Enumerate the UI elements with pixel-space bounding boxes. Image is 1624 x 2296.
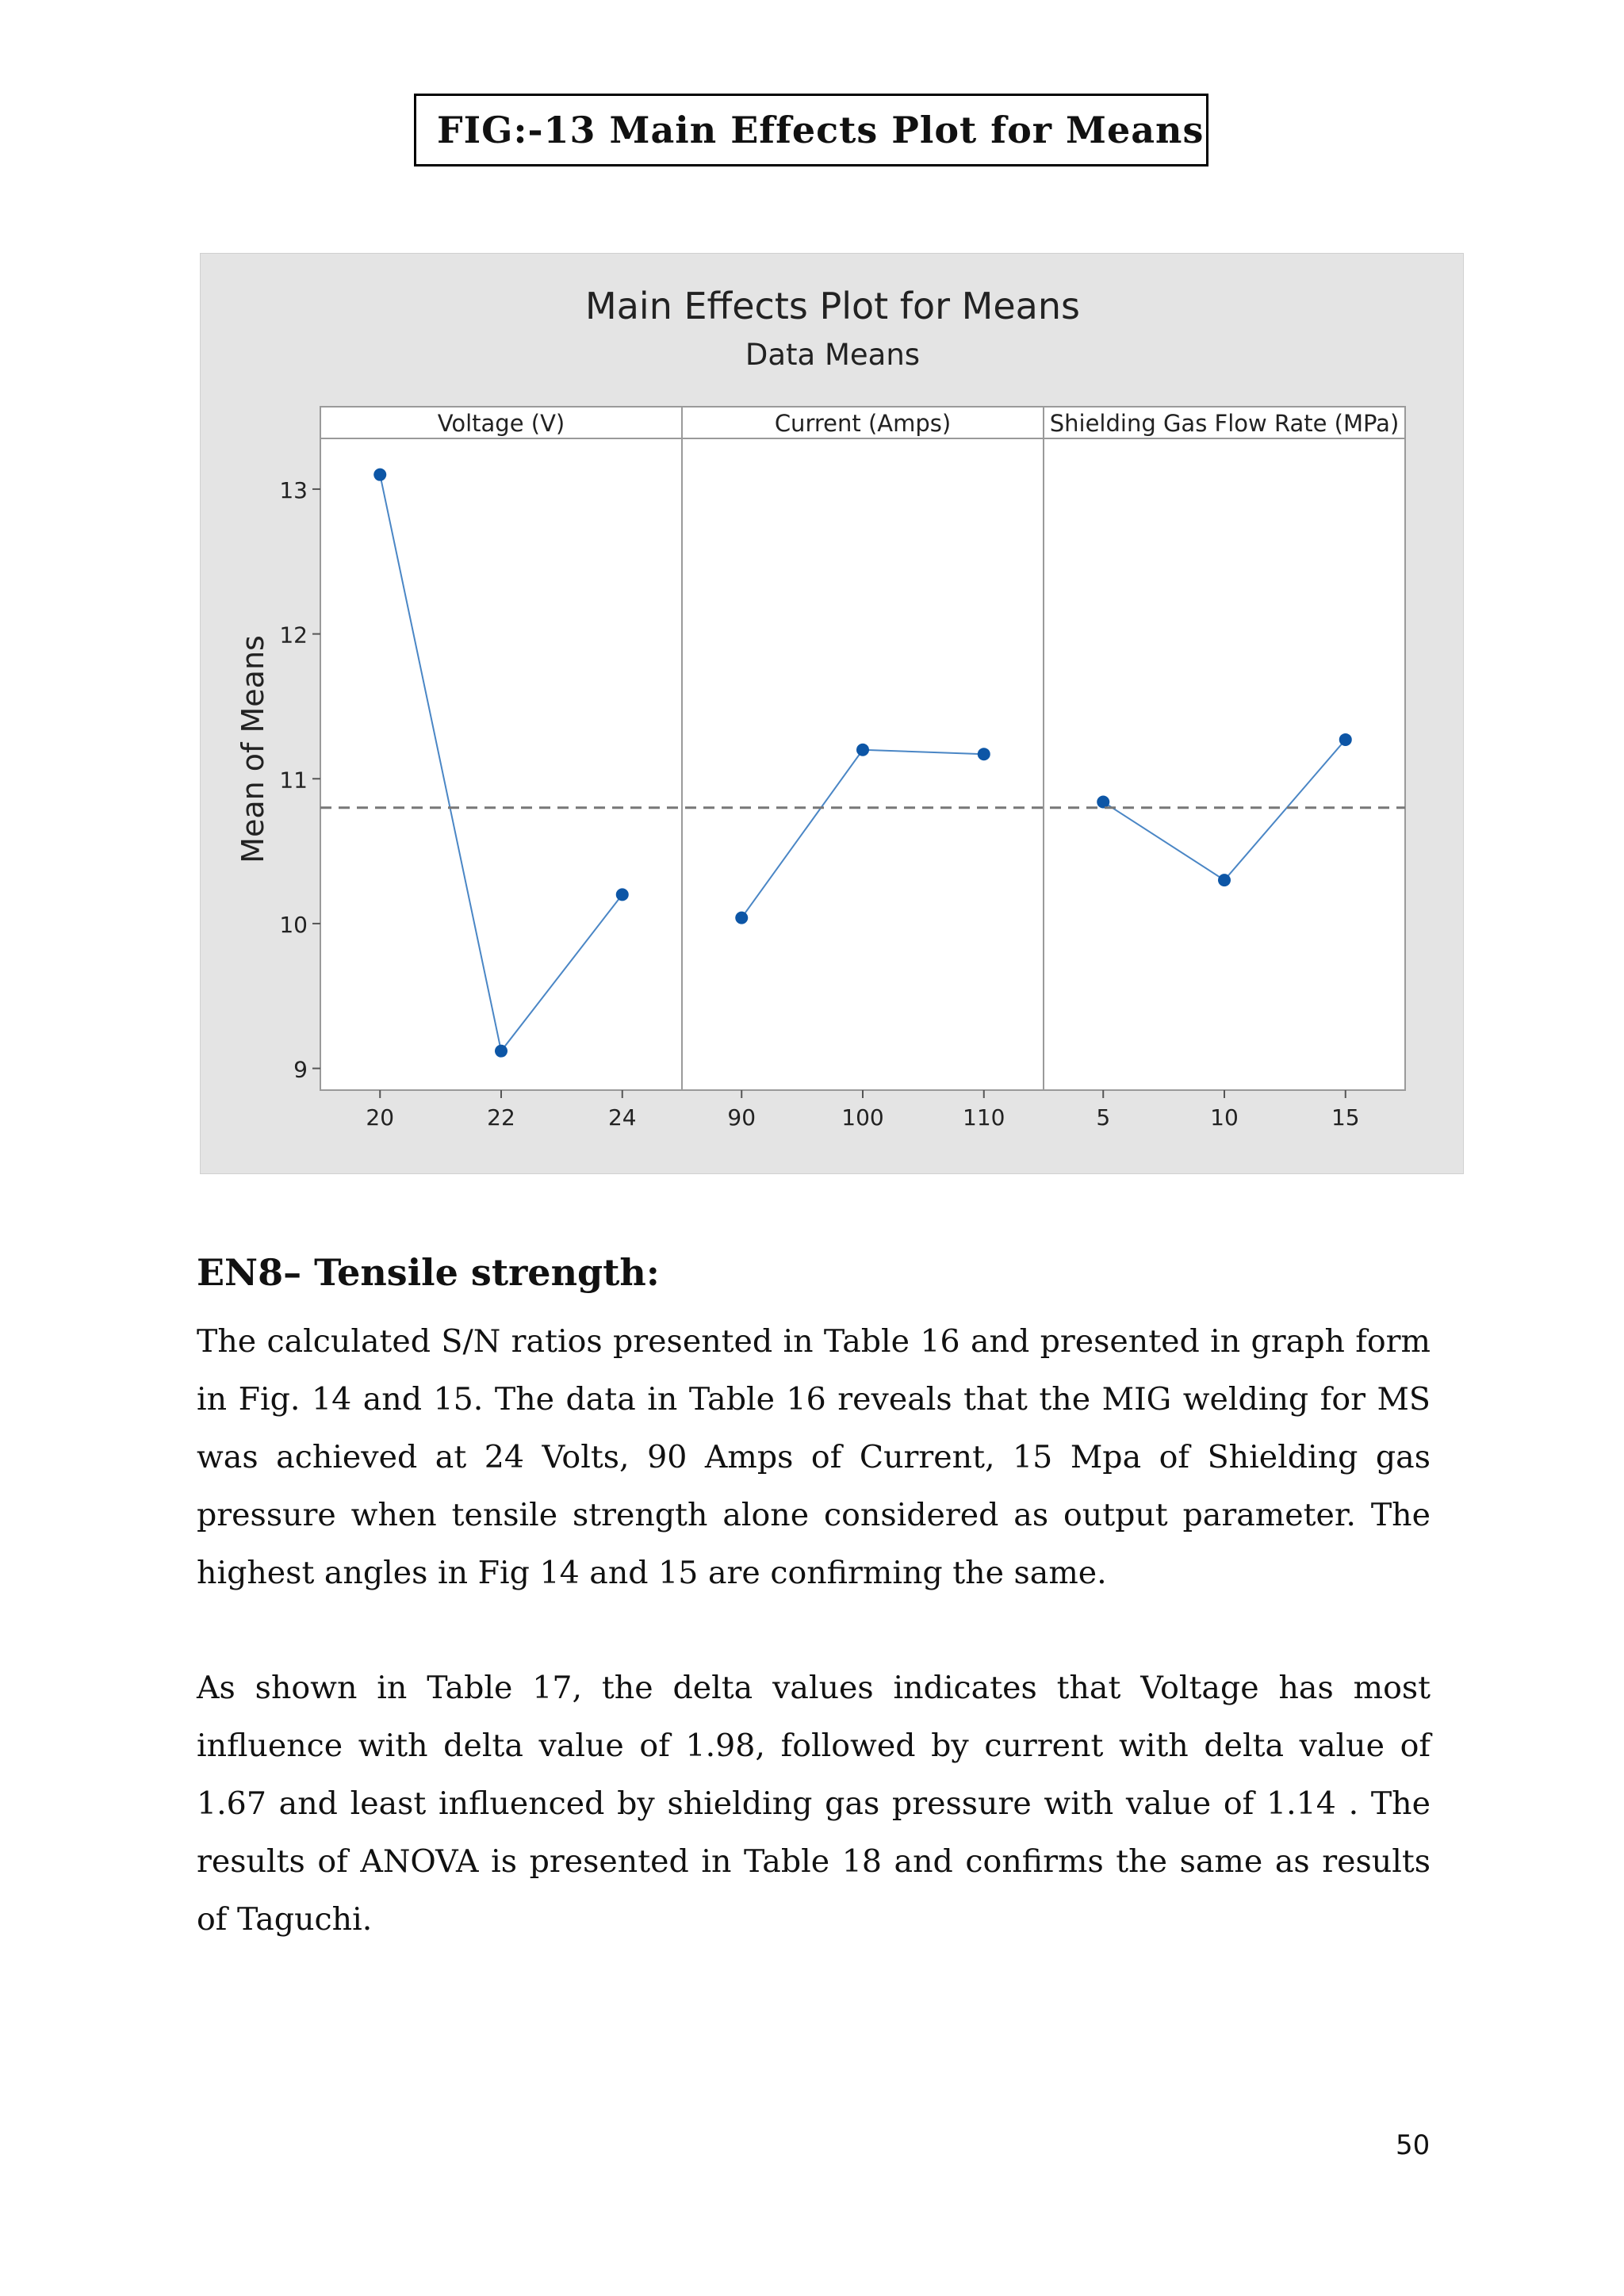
x-tick-label-2-110: 110 bbox=[963, 1104, 1005, 1131]
paragraph-2: As shown in Table 17, the delta values indicates that Voltage has most influence with delta value of 1.98, followed by current with delta value of 1.67 and least influenced by shielding gas pressure with value of 1.14 . The results of ANOVA is presented in Table 18 and confirms the same as results of Taguchi. bbox=[197, 1670, 1431, 1938]
y-tick-label-13: 13 bbox=[279, 476, 308, 503]
data-point-2-110 bbox=[978, 748, 990, 760]
data-point-3-5 bbox=[1097, 795, 1109, 808]
paragraph-1: The calculated S/N ratios presented in Table 16 and presented in graph form in Fig. 14 and 15. The data in Table 16 reveals that the MIG welding for MS was achieved at 24 Volts, 90 Amps of Current, 15 Mpa of Shielding gas pressure when tensile strength alone considered as output parameter. The highest angles in Fig 14 and 15 are confirming the same. bbox=[197, 1323, 1431, 1591]
y-tick-label-11: 11 bbox=[279, 767, 308, 794]
x-tick-label-3-10: 10 bbox=[1210, 1104, 1239, 1131]
panel-title-3: Shielding Gas Flow Rate (MPa) bbox=[1049, 410, 1400, 437]
y-axis-label: Mean of Means bbox=[236, 635, 270, 863]
data-point-3-15 bbox=[1339, 733, 1352, 746]
y-tick-label-10: 10 bbox=[279, 911, 308, 938]
x-tick-label-3-5: 5 bbox=[1096, 1104, 1111, 1131]
page-number: 50 bbox=[1396, 2130, 1431, 2161]
section-heading: EN8– Tensile strength: bbox=[197, 1251, 660, 1294]
data-point-2-90 bbox=[735, 912, 748, 924]
data-point-2-100 bbox=[856, 744, 869, 756]
figure-caption bbox=[414, 94, 1208, 166]
chart-subtitle: Data Means bbox=[745, 338, 921, 372]
x-tick-label-1-20: 20 bbox=[366, 1104, 395, 1131]
x-tick-label-2-90: 90 bbox=[727, 1104, 756, 1131]
panel-title-2: Current (Amps) bbox=[774, 410, 952, 437]
y-tick-label-12: 12 bbox=[279, 622, 308, 649]
main-effects-chart bbox=[200, 253, 1464, 1174]
data-point-1-24 bbox=[616, 888, 629, 901]
x-tick-label-1-22: 22 bbox=[487, 1104, 515, 1131]
x-tick-label-2-100: 100 bbox=[841, 1104, 884, 1131]
figure-caption-text: FIG:-13 Main Effects Plot for Means bbox=[437, 109, 1205, 151]
data-point-1-20 bbox=[373, 469, 386, 481]
data-point-1-22 bbox=[495, 1045, 508, 1058]
x-tick-label-1-24: 24 bbox=[607, 1104, 637, 1131]
y-tick-label-9: 9 bbox=[293, 1056, 308, 1083]
chart-title: Main Effects Plot for Means bbox=[585, 285, 1080, 327]
data-point-3-10 bbox=[1218, 874, 1231, 886]
x-tick-label-3-15: 15 bbox=[1331, 1104, 1360, 1131]
panel-title-1: Voltage (V) bbox=[437, 410, 565, 437]
